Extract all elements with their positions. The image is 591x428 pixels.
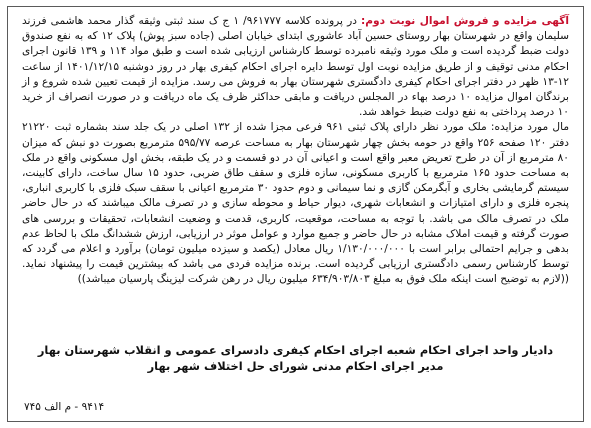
notice-body: [22, 14, 569, 288]
signature-block: [22, 342, 569, 374]
footer-reference: ۹۴۱۴ - م الف ۷۴۵: [24, 401, 105, 413]
signature-line-2: مدیر اجرای احکام مدنی شورای حل اختلاف شهر بهار: [147, 359, 444, 373]
notice-paragraph-1-text: در پرونده کلاسه ۹۶۱۷۷۷/ ۱ ج ک سند ثبتی وثیقه گذار محمد هاشمی فرزند سلیمان واقع در شهرستان بهار روستای حسین آباد عاشوری ابتدای خیابان اصلی (جاده سبز پوش) پلاک ۱۲ که به نفع صندوق دولت ضبط گردیده است و ملک مورد وثیقه نامبرده توسط کارشناس ارزیابی شده است و طبق مواد ۱۱۴ و ۱۳۹ قانون اجرای احکام مدنی توقیف و از طریق مزایده نوبت اول توسط دایره اجرای احکام کیفری بهار در روز دوشنبه ۱۴۰۱/۱۲/۱۵ از ساعت ۱۲-۱۳ ظهر در دفتر اجرای احکام کیفری دادگستری شهرستان بهار به فروش می رسد. مزایده از قیمت تعیین شده شروع و از برندگان اموال مزایده ۱۰ درصد بهاء در المجلس دریافت و مابقی حداکثر ظرف یک ماه دریافت و در صورت انصراف از خرید ۱۰ درصد پرداختی به نفع دولت ضبط خواهد شد.: [22, 15, 569, 119]
notice-paragraph-2: مال مورد مزایده: ملک مورد نظر دارای پلاک ثبتی ۹۶۱ فرعی مجزا شده از ۱۳۲ اصلی در یک جلد سند بشماره ثبت ۲۱۲۲۰ دفتر ۱۲۰ صفحه ۲۵۶ واقع در حومه بخش چهار شهرستان بهار به مساحت عرصه ۵۹۵/۷۷ مترمربع بصورت دو نبش که میزان ۸۰ مترمربع از آن در طرح تعریض معبر واقع است و اعیانی آن در دو قسمت و در یک طبقه، بخش اول مسکونی واقع در ملک به مساحت حدود ۱۶۵ مترمربع با کاربری مسکونی، سازه فلزی و سقف طاق ضربی، حدود ۱۵ سال ساخت، دارای کابینت، سیستم گرمایشی بخاری و آبگرمکن گازی و نما سیمانی و دوم حدود ۳۰ مترمربع اعیانی با سقف سبک فلزی با کاربری انباری، پنجره فلزی و دارای امتیازات و انشعابات شهری، دیوار حیاط و محوطه سازی و در تصرف مالک میباشند که در حال حاضر ملک در تصرف مالک می باشد. با توجه به مساحت، موقعیت، کاربری، قدمت و وضعیت انشعابات، تحقیقات و بررسی های صورت گرفته و قیمت املاک مشابه در حال حاضر و جمیع موارد و عوامل موثر در ارزیابی، ارزش ششدانگ ملک با لحاظ عدم بدهی و جرایم احتمالی برابر است با ۱/۱۳۰/۰۰۰/۰۰۰ ریال معادل (یکصد و سیزده میلیون تومان) برآورد و اعلام می گردد که توسط کارشناس رسمی دادگستری ارزیابی گردیده است. برنده مزایده فردی می باشد که بیشترین قیمت را پیشنهاد نماید.((لازم به توضیح است اینکه ملک فوق به مبلغ ۶۳۴/۹۰۳/۸۰۳ میلیون ریال در رهن شرکت لیزینگ پارسیان میباشد)): [22, 121, 570, 286]
auction-notice: [7, 6, 584, 422]
signature-line-1: دادیار واحد اجرای احکام شعبه اجرای احکام کیفری دادسرای عمومی و انقلاب شهرستان بهار: [37, 343, 554, 357]
notice-title: آگهی مزایده و فروش اموال نوبت دوم:: [361, 15, 569, 27]
notice-paragraph-1: [22, 14, 569, 120]
